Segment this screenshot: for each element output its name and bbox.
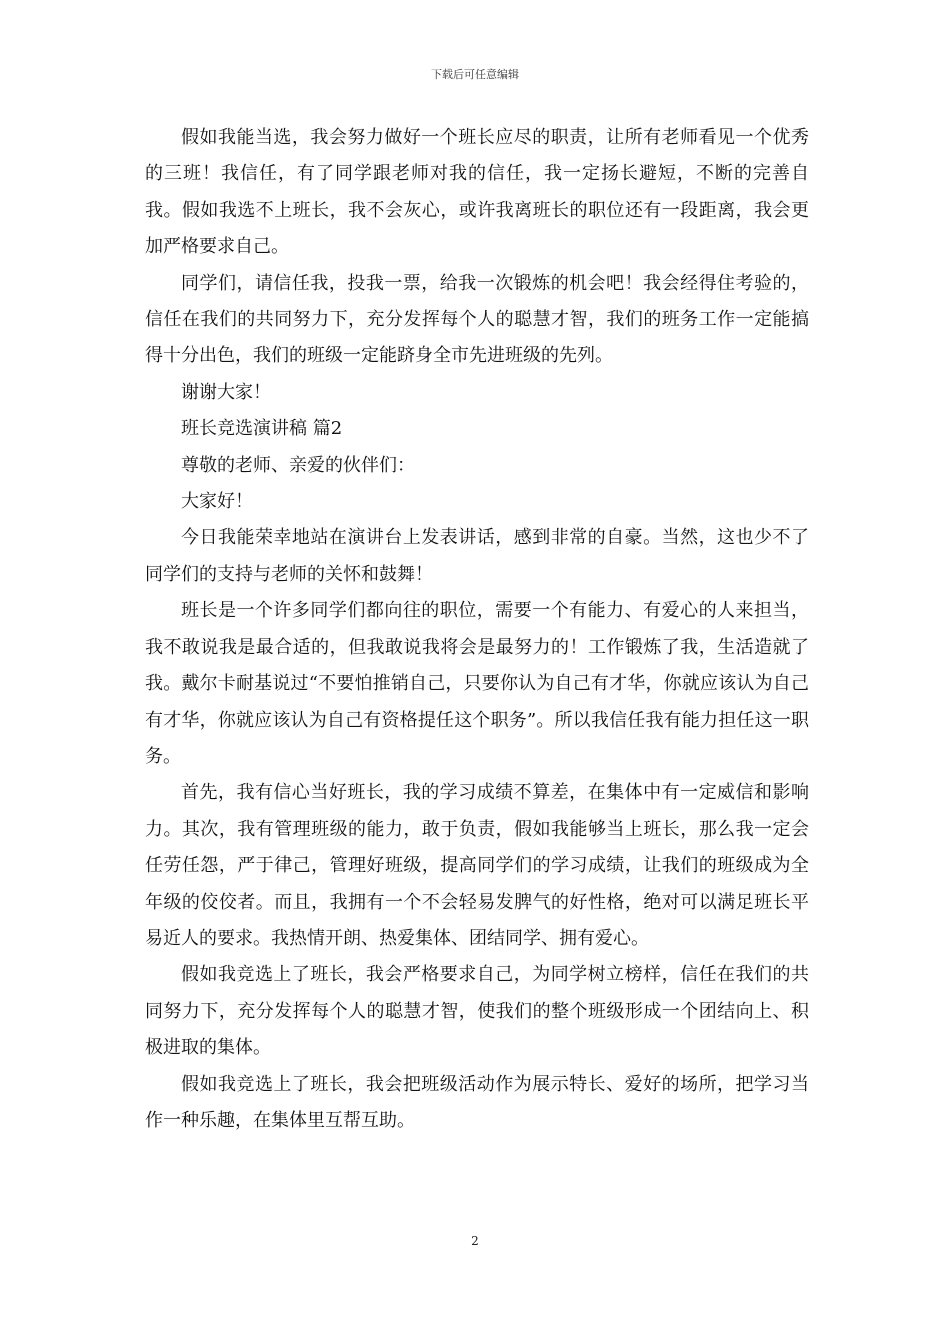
paragraph: 假如我能当选，我会努力做好一个班长应尽的职责，让所有老师看见一个优秀的三班！我信任，有了同学跟老师对我的信任，我一定扬长避短，不断的完善自我。假如我选不上班长，我不会灰心，或许我离班长的职位还有一段距离，我会更加严格要求自己。: [145, 127, 809, 258]
page-number: 2: [471, 1234, 479, 1248]
page-header: 下载后可任意编辑: [431, 68, 519, 81]
paragraph: 假如我竞选上了班长，我会严格要求自己，为同学树立榜样，信任在我们的共同努力下，充分发挥每个人的聪慧才智，使我们的整个班级形成一个团结向上、积极进取的集体。: [145, 964, 809, 1059]
paragraph: 谢谢大家！: [181, 381, 271, 403]
document-body: [145, 120, 809, 1139]
paragraph: 首先，我有信心当好班长，我的学习成绩不算差，在集体中有一定威信和影响力。其次，我有管理班级的能力，敢于负责，假如我能够当上班长，那么我一定会任劳任怨，严于律己，管理好班级，提高同学们的学习成绩，让我们的班级成为全年级的佼佼者。而且，我拥有一个不会轻易发脾气的好性格，绝对可以满足班长平易近人的要求。我热情开朗、热爱集体、团结同学、拥有爱心。: [145, 782, 809, 949]
paragraph: 班长是一个许多同学们都向往的职位，需要一个有能力、有爱心的人来担当，我不敢说我是最合适的，但我敢说我将会是最努力的！工作锻炼了我，生活造就了我。戴尔卡耐基说过“不要怕推销自己，只要你认为自己有才华，你就应该认为自己有才华，你就应该认为自己有资格提任这个职务”。所以我信任我有能力担任这一职务。: [145, 600, 809, 767]
salutation: 尊敬的老师、亲爱的伙伴们：: [181, 454, 415, 476]
paragraph: 假如我竞选上了班长，我会把班级活动作为展示特长、爱好的场所，把学习当作一种乐趣，在集体里互帮互助。: [145, 1073, 809, 1131]
section-title: 班长竞选演讲稿 篇2: [181, 418, 343, 440]
paragraph: 今日我能荣幸地站在演讲台上发表讲话，感到非常的自豪。当然，这也少不了同学们的支持与老师的关怀和鼓舞！: [145, 527, 809, 585]
greeting: 大家好！: [181, 491, 253, 513]
paragraph: 同学们，请信任我，投我一票，给我一次锻炼的机会吧！我会经得住考验的，信任在我们的共同努力下，充分发挥每个人的聪慧才智，我们的班务工作一定能搞得十分出色，我们的班级一定能跻身全市先进班级的先列。: [145, 272, 809, 367]
